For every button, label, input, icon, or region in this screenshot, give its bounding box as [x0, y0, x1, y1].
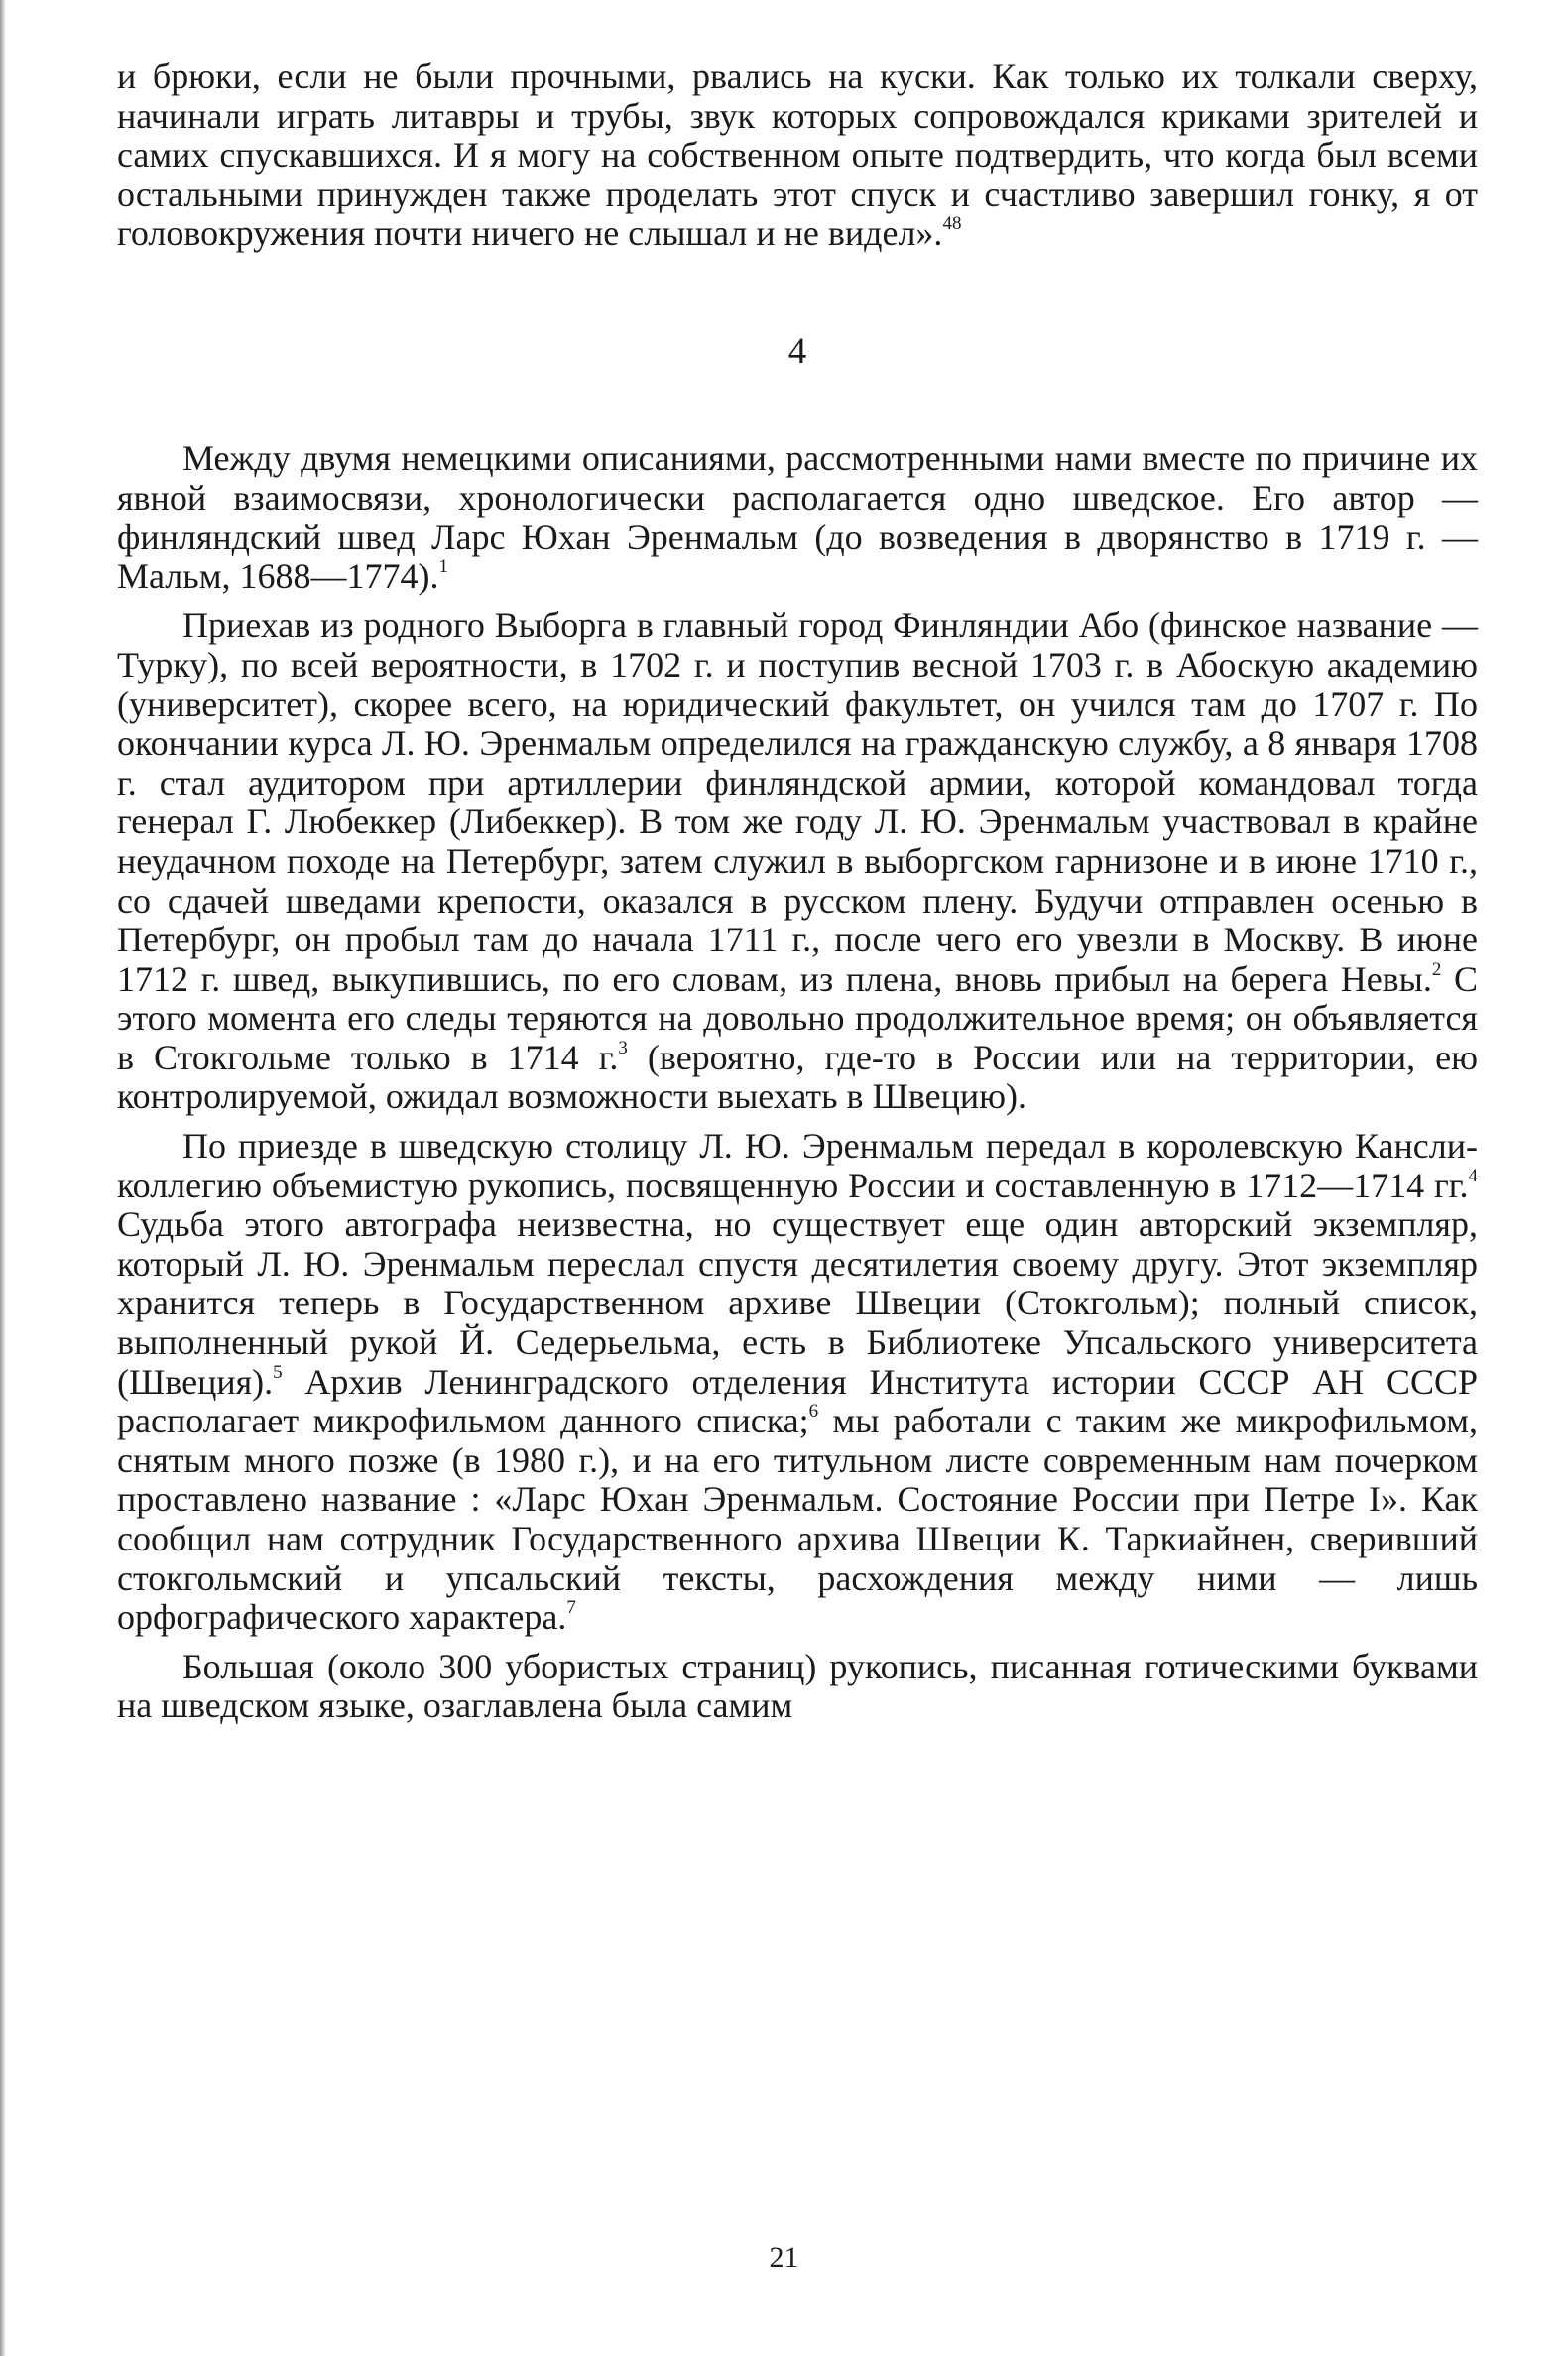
text-run: С этого момента его следы теряются на довольно продолжительное время; он объявляется в Стокгольме только в 1714 г. [117, 958, 1478, 1077]
footnote-ref: 1 [438, 556, 448, 577]
text-run: (вероятно, где-то в России или на территории, ею контролируемой, ожидал возможности выехать в Швецию). [117, 1037, 1478, 1117]
footnote-ref: 48 [942, 213, 962, 235]
section-number: 4 [787, 330, 807, 372]
footnote-ref: 7 [566, 1597, 576, 1619]
text-run: Большая (около 300 убористых страниц) рукопись, писанная готическими буквами на шведском языке, озаглавлена была самим [117, 1646, 1478, 1726]
text-run: Приехав из родного Выборга в главный город Финляндии Або (финское название — Турку), по всей вероятности, в 1702 г. и поступив весной 1703 г. в Абоскую академию (университет), скорее всего, на юридический факультет, он учился там до 1707 г. По окончании курса Л. Ю. Эренмальм определился на гражданскую службу, а 8 января 1708 г. стал аудитором при артиллерии финляндской армии, которой командовал тогда генерал Г. Любеккер (Либеккер). В том же году Л. Ю. Эренмальм участвовал в крайне неудачном походе на Петербург, затем служил в выборгском гарнизоне и в июне 1710 г., со сдачей шведами крепости, оказался в русском плену. Будучи отправлен осенью в Петербург, он пробыл там до начала 1711 г., после чего его увезли в Москву. В июне 1712 г. швед, выкупившись, по его словам, из плена, вновь прибыл на берега Невы. [117, 605, 1478, 999]
page-number: 21 [769, 2241, 799, 2274]
text-run: и брюки, если не были прочными, рвались на куски. Как только их толкали сверху, начинали играть литавры и трубы, звук которых сопровождался криками зрителей и самих спускавшихся. И я могу на собственном опыте подтвердить, что когда был всеми остальными принужден также проделать этот спуск и счастливо завершил гонку, я от головокружения почти ничего не слышал и не видел». [117, 57, 1478, 254]
footnote-ref: 6 [808, 1401, 819, 1423]
paragraph-continuation [117, 58, 1478, 254]
text-run: мы работали с таким же микрофильмом, снятым много позже (в 1980 г.), и на его титульном листе современным нам почерком проставлено название : «Ларс Юхан Эренмальм. Состояние России при Петре I». Как сообщил нам сотрудник Государственного архива Швеции К. Таркиайнен, сверивший стокгольмский и упсальский тексты, расхождения между ними — лишь орфографического характера. [117, 1401, 1478, 1638]
footnote-ref: 5 [273, 1361, 283, 1383]
footnote-ref: 3 [618, 1037, 628, 1058]
paragraph-manuscript [117, 1127, 1478, 1638]
paragraph-author-intro [117, 439, 1478, 596]
paragraph-biography [117, 606, 1478, 1117]
text-body [117, 58, 1478, 1726]
text-run: Между двумя немецкими описаниями, рассмотренными нами вместе по причине их явной взаимосвязи, хронологически располагается одно шведское. Его автор — финляндский швед Ларс Юхан Эренмальм (до возведения в дворянство в 1719 г. — Мальм, 1688—1774). [117, 437, 1478, 596]
text-run: По приезде в шведскую столицу Л. Ю. Эренмальм передал в королевскую Кансли-коллегию объемистую рукопись, посвященную России и составленную в 1712—1714 гг. [117, 1126, 1478, 1205]
page-edge-shadow [0, 0, 6, 2356]
paragraph-description [117, 1648, 1478, 1726]
footnote-ref: 4 [1468, 1165, 1478, 1186]
text-run: Судьба этого автографа неизвестна, но существует еще один авторский экземпляр, который Л. Ю. Эренмальм переслал спустя десятилетия своему другу. Этот экземпляр хранится теперь в Государственном архиве Швеции (Стокгольм); полный список, выполненный рукой Й. Седерьельма, есть в Библиотеке Упсальского университета (Швеция). [117, 1204, 1478, 1402]
footnote-ref: 2 [1431, 958, 1442, 980]
text-run: Архив Ленинградского отделения Института истории СССР АН СССР располагает микрофильмом данного списка; [117, 1361, 1478, 1441]
